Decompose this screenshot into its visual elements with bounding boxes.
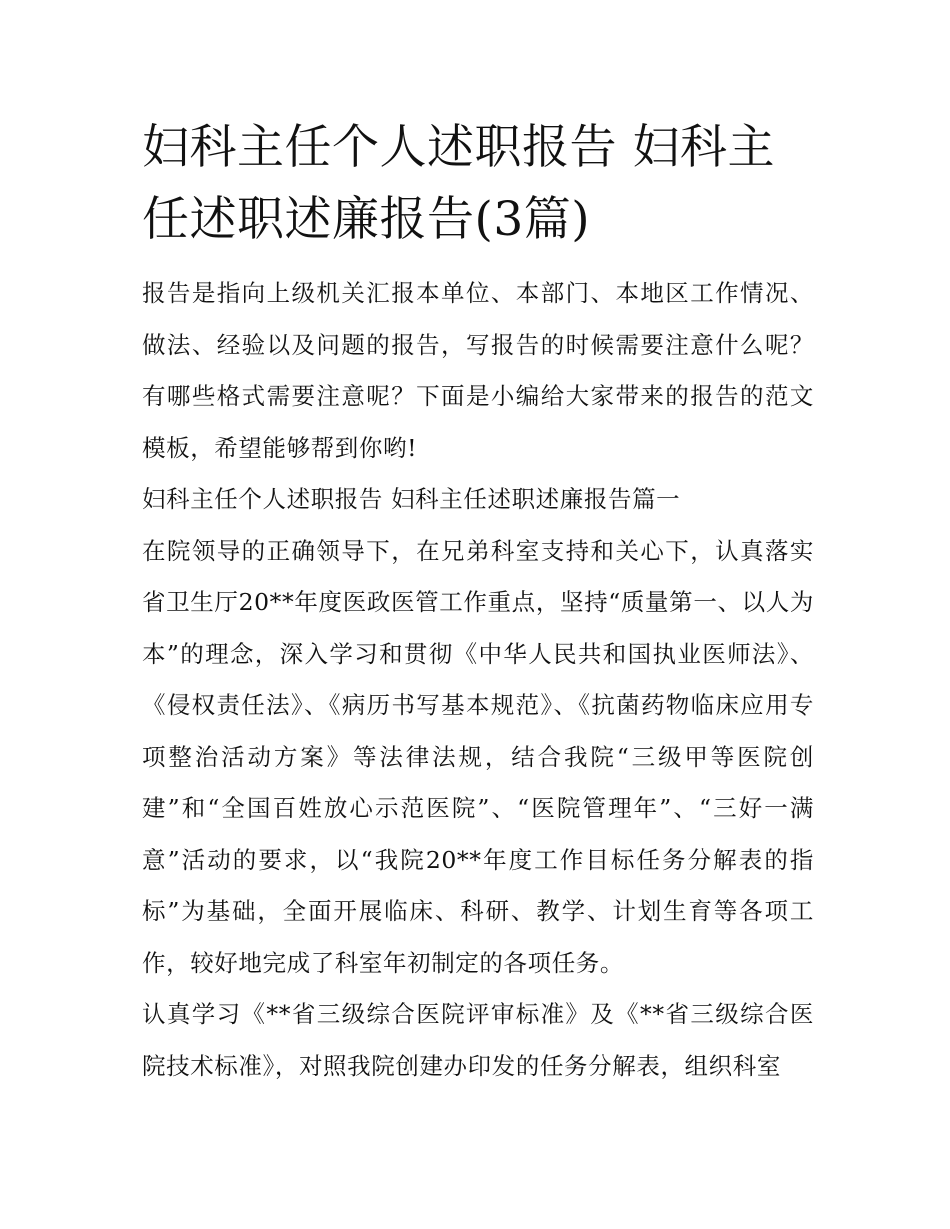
document-body: [142, 112, 814, 1092]
body-paragraph: 认真学习《**省三级综合医院评审标准》及《**省三级综合医院技术标准》，对照我院创建办印发的任务分解表，组织科室: [142, 1000, 814, 1080]
intro-paragraph: 报告是指向上级机关汇报本单位、本部门、本地区工作情况、做法、经验以及问题的报告，写报告的时候需要注意什么呢？有哪些格式需要注意呢？下面是小编给大家带来的报告的范文模板，希望能够帮到你哟!: [142, 279, 814, 462]
document-title: 妇科主任个人述职报告 妇科主任述职述廉报告(3篇): [142, 120, 775, 247]
body-paragraph: 在院领导的正确领导下，在兄弟科室支持和关心下，认真落实省卫生厅20**年度医政医管工作重点，坚持“质量第一、以人为本”的理念，深入学习和贯彻《中华人民共和国执业医师法》、《侵权责任法》、《病历书写基本规范》、《抗菌药物临床应用专项整治活动方案》等法律法规，结合我院“三级甲等医院创建”和“全国百姓放心示范医院”、“医院管理年”、“三好一满意”活动的要求，以“我院20**年度工作目标任务分解表的指标”为基础，全面开展临床、科研、教学、计划生育等各项工作，较好地完成了科室年初制定的各项任务。: [142, 536, 814, 977]
section-heading: 妇科主任个人述职报告 妇科主任述职述廉报告篇一: [142, 485, 681, 513]
